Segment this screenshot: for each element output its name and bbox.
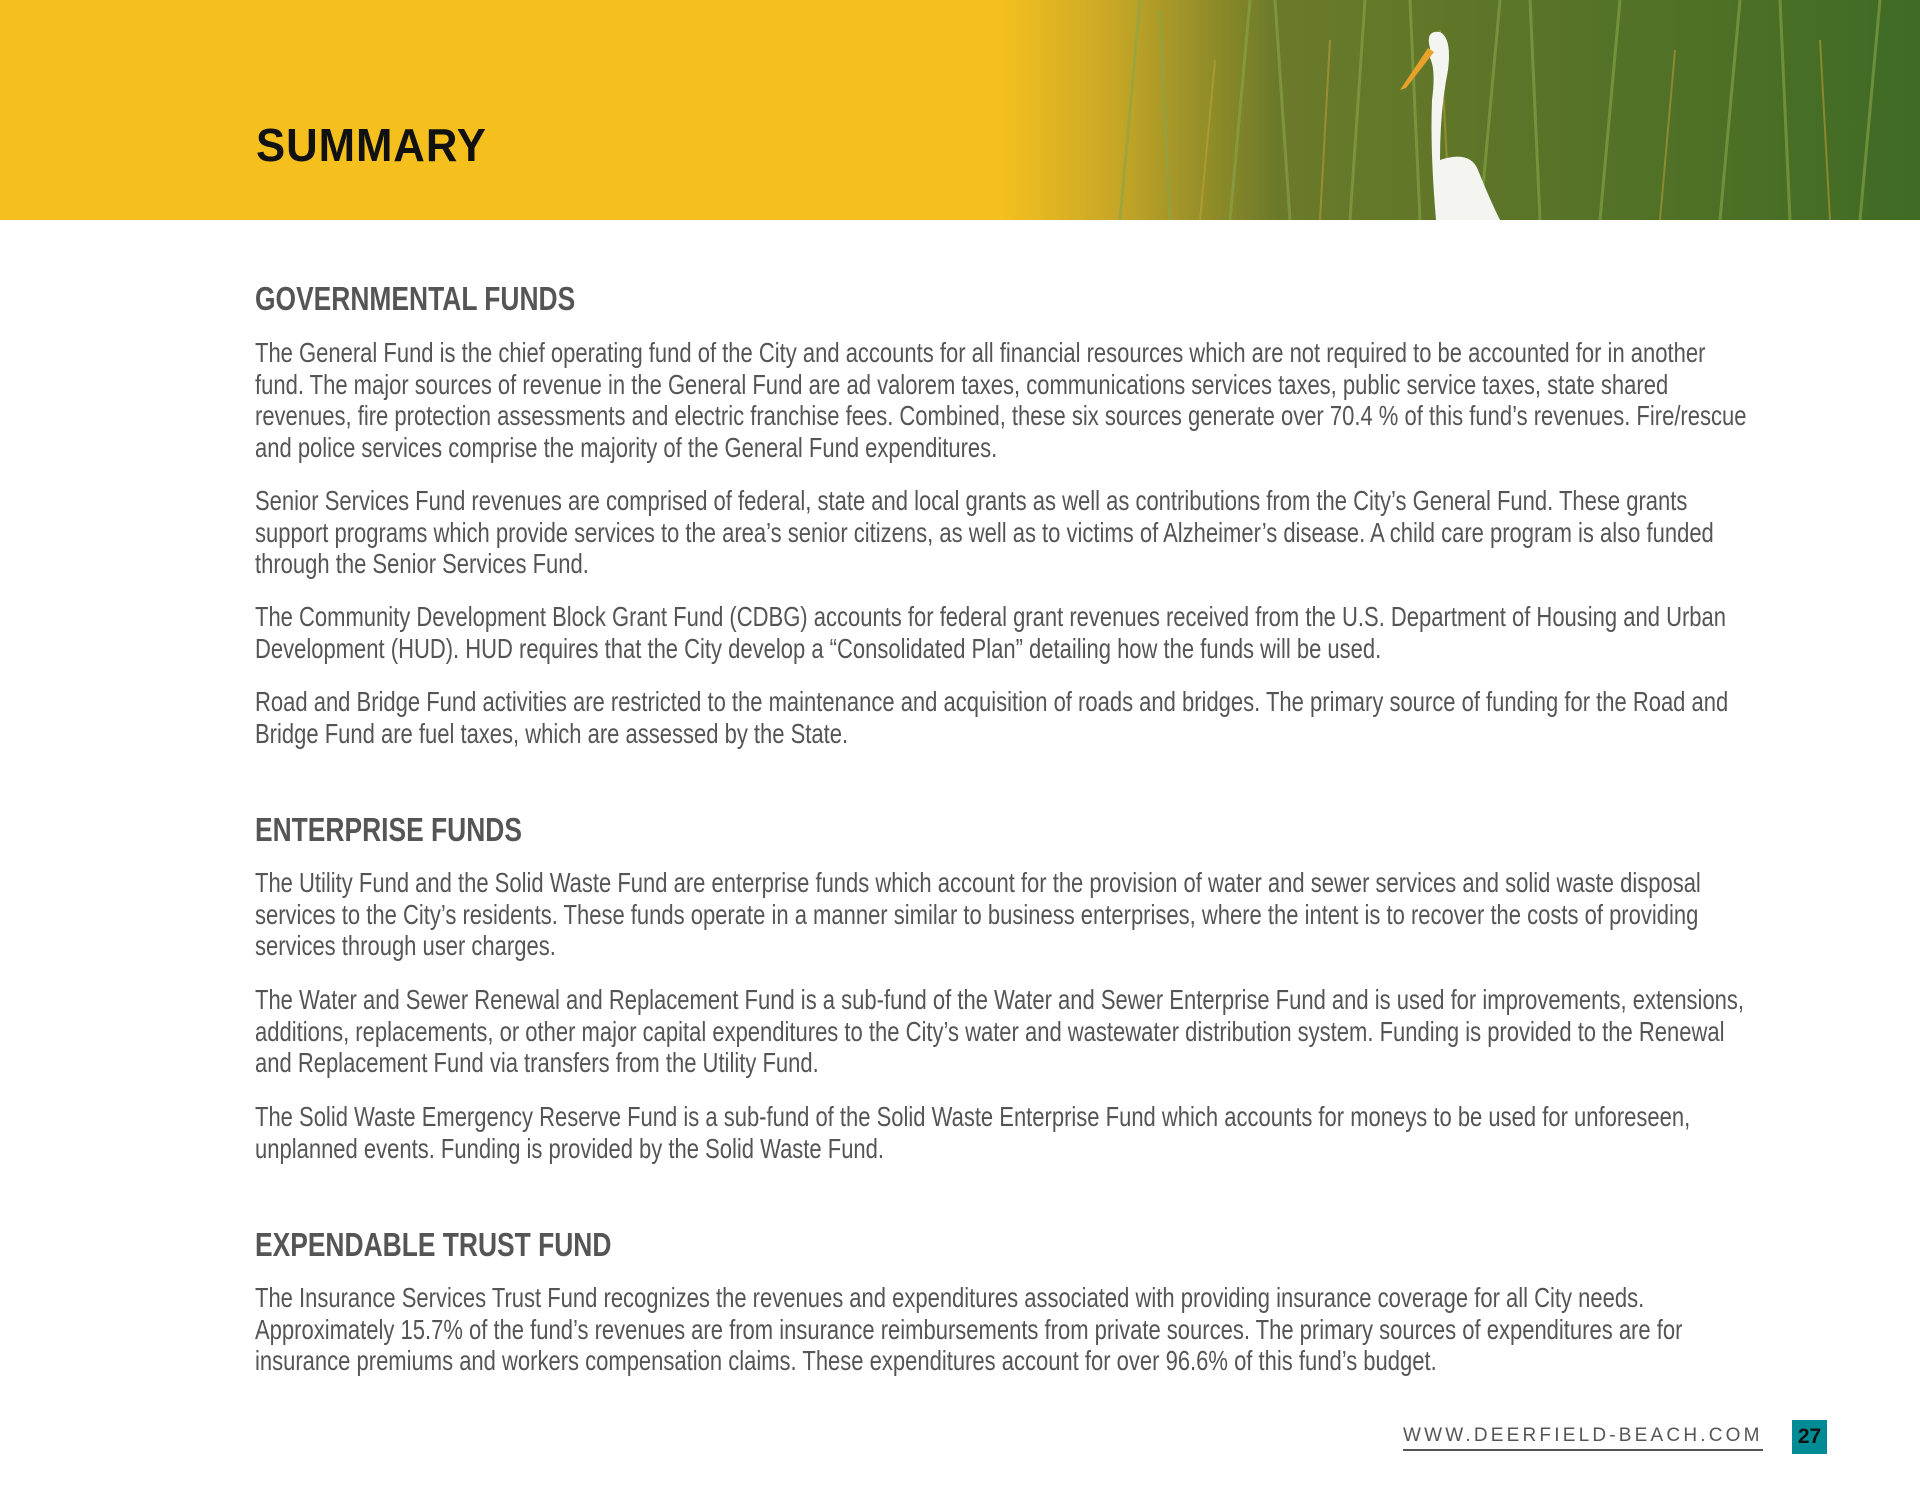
paragraph: The Insurance Services Trust Fund recognizes the revenues and expenditures associated with providing insurance coverage for all City needs. Approximately 15.7% of the fund’s revenues are from insurance reimbursements from private sources. The primary sources of expenditures are for insurance premiums and workers compensation claims. These expenditures account for over 96.6% of this fund’s budget. xyxy=(255,1282,1683,1376)
section-governmental-funds xyxy=(255,280,575,318)
website-link[interactable]: WWW.DEERFIELD-BEACH.COM xyxy=(1403,1425,1763,1451)
section-expendable-trust-fund xyxy=(255,1226,611,1264)
egret-photo xyxy=(1000,0,1920,220)
section-enterprise-funds xyxy=(255,811,522,849)
paragraph: Road and Bridge Fund activities are restricted to the maintenance and acquisition of roads and bridges. The primary source of funding for the Road and Bridge Fund are fuel taxes, which are assessed by the State. xyxy=(255,686,1729,749)
section-heading: GOVERNMENTAL FUNDS xyxy=(255,280,576,317)
page-title: SUMMARY xyxy=(256,119,487,171)
paragraph: The Solid Waste Emergency Reserve Fund is a sub-fund of the Solid Waste Enterprise Fund which accounts for moneys to be used for unforeseen, unplanned events. Funding is provided by the Solid Waste Fund. xyxy=(255,1101,1691,1164)
section-heading: EXPENDABLE TRUST FUND xyxy=(255,1226,612,1263)
paragraph: The General Fund is the chief operating fund of the City and accounts for all financial resources which are not required to be accounted for in another fund. The major sources of revenue in the General Fund are ad valorem taxes, communications services taxes, public service taxes, state shared revenues, fire protection assessments and electric franchise fees. Combined, these six sources generate over 70.4 % of this fund’s revenues. Fire/rescue and police services comprise the majority of the General Fund expenditures. xyxy=(255,337,1747,463)
paragraph: Senior Services Fund revenues are comprised of federal, state and local grants as well as contributions from the City’s General Fund. These grants support programs which provide services to the area’s senior citizens, as well as to victims of Alzheimer’s disease. A child care program is also funded through the Senior Services Fund. xyxy=(255,485,1714,579)
header-banner xyxy=(0,0,1920,220)
paragraph: The Water and Sewer Renewal and Replacement Fund is a sub-fund of the Water and Sewer Enterprise Fund and is used for improvements, extensions, additions, replacements, or other major capital expenditures to the City’s water and wastewater distribution system. Funding is provided to the Renewal and Replacement Fund via transfers from the Utility Fund. xyxy=(255,984,1745,1078)
paragraph: The Community Development Block Grant Fund (CDBG) accounts for federal grant revenues received from the U.S. Department of Housing and Urban Development (HUD). HUD requires that the City develop a “Consolidated Plan” detailing how the funds will be used. xyxy=(255,601,1727,664)
page-number-badge: 27 xyxy=(1792,1420,1827,1454)
paragraph: The Utility Fund and the Solid Waste Fund are enterprise funds which account for the provision of water and sewer services and solid waste disposal services to the City’s residents. These funds operate in a manner similar to business enterprises, where the intent is to recover the costs of providing services through user charges. xyxy=(255,867,1701,961)
section-heading: ENTERPRISE FUNDS xyxy=(255,811,522,848)
